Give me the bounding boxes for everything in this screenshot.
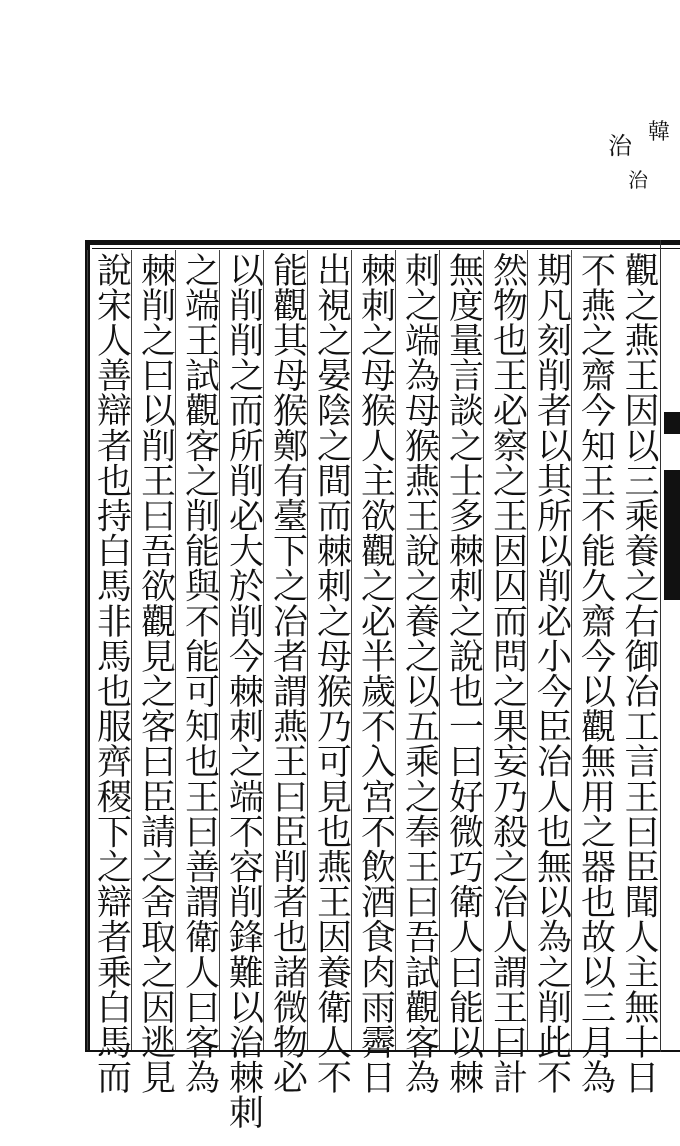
fold-edge-mark bbox=[664, 412, 680, 434]
text-column bbox=[219, 250, 266, 1130]
fold-edge-mark bbox=[664, 470, 680, 600]
column-text: 然物也王必察之王因囚而問之果妄乃殺之冶人謂王曰計 bbox=[487, 252, 528, 1095]
text-column bbox=[615, 250, 662, 1095]
column-text: 期凡刻削者以其所以削必小今臣冶人也無以為之削此不 bbox=[531, 252, 572, 1095]
facing-page-margin-marks bbox=[600, 120, 680, 200]
text-column bbox=[263, 250, 310, 1095]
column-text: 說宋人善辯者也持白馬非馬也服齊稷下之辯者乗白馬而 bbox=[91, 252, 132, 1095]
text-column bbox=[307, 250, 354, 1095]
column-text: 棘刺之母猴人主欲觀之必半歲不入宮不飲酒食肉雨霽日 bbox=[355, 252, 396, 1095]
column-text: 棘削之曰以削王曰吾欲觀見之客曰臣請之舍取之因逃見 bbox=[135, 252, 176, 1095]
text-column bbox=[351, 250, 398, 1095]
text-column bbox=[483, 250, 530, 1095]
frame-inner-rule bbox=[92, 248, 680, 249]
column-text: 不燕之齋今知王不能久齋今以觀無用之器也故以三月為 bbox=[575, 252, 616, 1095]
column-text: 出視之晏陰之間而棘刺之母猴乃可見也燕王因養衛人不 bbox=[311, 252, 352, 1095]
column-text: 無度量言談之士多棘刺之說也一曰好微巧衛人曰能以棘 bbox=[443, 252, 484, 1095]
column-text: 能觀其母猴鄭有臺下之冶者謂燕王曰臣削者也諸微物必 bbox=[267, 252, 308, 1095]
column-text: 以削削之而所削必大於削今棘刺之端不容削鋒難以治棘刺 bbox=[223, 252, 264, 1130]
page-fold-edge bbox=[660, 240, 680, 1052]
margin-mark: 治 bbox=[628, 168, 648, 192]
text-column bbox=[527, 250, 574, 1095]
margin-mark: 治 bbox=[608, 132, 632, 160]
text-column bbox=[439, 250, 486, 1095]
text-column bbox=[131, 250, 178, 1095]
column-text: 之端王試觀客之削能與不能可知也王曰善謂衛人曰客為 bbox=[179, 252, 220, 1095]
text-column bbox=[175, 250, 222, 1095]
text-column bbox=[571, 250, 618, 1095]
text-columns bbox=[90, 250, 660, 1130]
text-column bbox=[395, 250, 442, 1095]
margin-mark: 韓 bbox=[648, 120, 671, 145]
text-column bbox=[87, 250, 134, 1095]
column-text: 觀之燕王因以三乘養之右御冶工言王曰臣聞人主無十日 bbox=[619, 252, 659, 1095]
column-text: 刺之端為母猴燕王說之養之以五乘之奉王曰吾試觀客為 bbox=[399, 252, 440, 1095]
